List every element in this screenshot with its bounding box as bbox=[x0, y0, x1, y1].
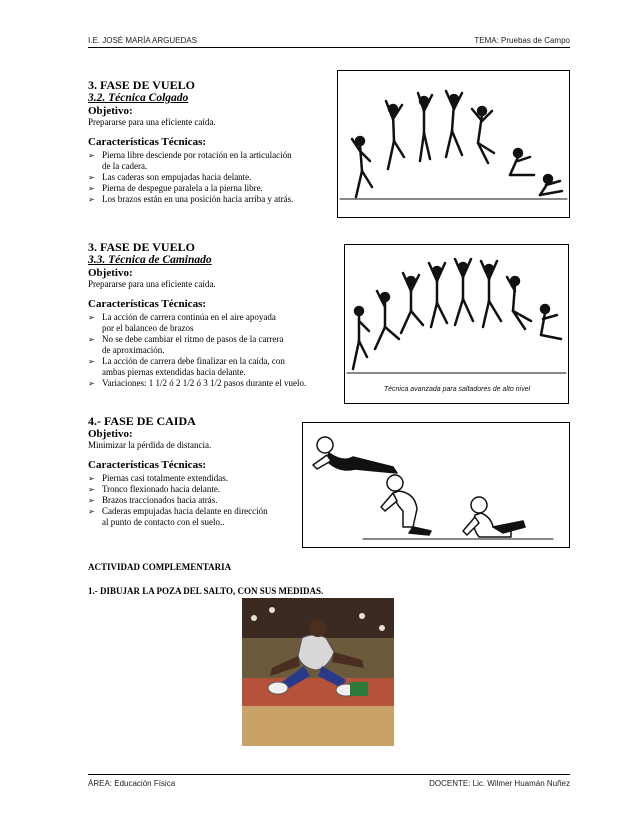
arrow-bullet-icon: ➢ bbox=[88, 496, 95, 505]
list-item: de aproximación. bbox=[102, 345, 165, 355]
list-item: ➢ Caderas empujadas hacia delante en dirección bbox=[88, 506, 268, 516]
features-list bbox=[88, 473, 268, 528]
arrow-bullet-icon: ➢ bbox=[88, 379, 95, 388]
jumper-sequence-image bbox=[338, 71, 569, 217]
section-fase-vuelo-caminado bbox=[88, 240, 306, 389]
list-item: ➢ Brazos traccionados hacia atrás. bbox=[88, 495, 218, 505]
list-item: ➢ No se debe cambiar el ritmo de pasos de la carrera bbox=[88, 334, 284, 344]
header-topic: TEMA: Pruebas de Campo bbox=[474, 36, 570, 45]
arrow-bullet-icon: ➢ bbox=[88, 357, 95, 366]
hitch-kick-illustration bbox=[344, 244, 569, 404]
page-header bbox=[88, 36, 570, 48]
arrow-bullet-icon: ➢ bbox=[88, 195, 95, 204]
objective-text: Minimizar la pérdida de distancia. bbox=[88, 440, 212, 450]
jumper-sequence-image bbox=[345, 245, 568, 403]
list-item: ambas piernas extendidas hacia delante. bbox=[102, 367, 246, 377]
list-item: al punto de contacto con el suelo.. bbox=[102, 517, 225, 527]
arrow-bullet-icon: ➢ bbox=[88, 151, 95, 160]
section-title: 4.- FASE DE CAIDA bbox=[88, 414, 196, 428]
image-caption: Técnica avanzada para saltadores de alto nivel bbox=[383, 386, 531, 393]
list-item: ➢ Pierna de despegue paralela a la pierna libre. bbox=[88, 183, 263, 193]
list-item: ➢ Los brazos están en una posición hacia arriba y atrás. bbox=[88, 194, 294, 204]
list-item: de la cadera. bbox=[102, 161, 148, 171]
activity-task: 1.- DIBUJAR LA POZA DEL SALTO, CON SUS MEDIDAS. bbox=[88, 586, 324, 596]
list-item: ➢ Tronco flexionado hacia delante. bbox=[88, 484, 221, 494]
section-fase-caida bbox=[88, 414, 268, 528]
arrow-bullet-icon: ➢ bbox=[88, 173, 95, 182]
list-item: ➢ Piernas casi totalmente extendidas. bbox=[88, 473, 228, 483]
list-item: ➢ Pierna libre desciende por rotación en la articulación bbox=[88, 150, 292, 160]
list-item: ➢ Las caderas son empujadas hacia delante. bbox=[88, 172, 252, 182]
list-item: ➢ La acción de carrera continúa en el aire apoyada bbox=[88, 312, 276, 322]
objective-text: Prepararse para una eficiente caída. bbox=[88, 117, 216, 127]
features-label: Características Técnicas: bbox=[88, 298, 207, 310]
activity-title: ACTIVIDAD COMPLEMENTARIA bbox=[88, 562, 232, 572]
objective-label: Objetivo: bbox=[88, 105, 133, 117]
long-jump-photo bbox=[242, 598, 394, 746]
landing-sequence-image bbox=[303, 423, 569, 547]
arrow-bullet-icon: ➢ bbox=[88, 474, 95, 483]
arrow-bullet-icon: ➢ bbox=[88, 485, 95, 494]
section-subtitle: 3.3. Técnica de Caminado bbox=[88, 254, 212, 266]
section-title: 3. FASE DE VUELO bbox=[88, 78, 195, 92]
features-label: Características Técnicas: bbox=[88, 459, 207, 471]
section-title: 3. FASE DE VUELO bbox=[88, 240, 195, 254]
arrow-bullet-icon: ➢ bbox=[88, 184, 95, 193]
list-item: ➢ La acción de carrera debe finalizar en la caída, con bbox=[88, 356, 285, 366]
arrow-bullet-icon: ➢ bbox=[88, 335, 95, 344]
list-item: ➢ Variaciones: 1 1/2 ó 2 1/2 ó 3 1/2 pasos durante el vuelo. bbox=[88, 378, 307, 388]
features-list bbox=[88, 312, 306, 389]
landing-illustration bbox=[302, 422, 570, 548]
page-footer bbox=[88, 774, 570, 789]
hang-technique-illustration bbox=[337, 70, 570, 218]
arrow-bullet-icon: ➢ bbox=[88, 507, 95, 516]
footer-area: ÁREA: Educación Física bbox=[88, 779, 176, 788]
objective-label: Objetivo: bbox=[88, 267, 133, 279]
features-list bbox=[88, 150, 293, 205]
footer-teacher: DOCENTE: Lic. Wilmer Huamán Nuñez bbox=[429, 779, 570, 788]
objective-label: Objetivo: bbox=[88, 428, 133, 440]
list-item: por el balanceo de brazos bbox=[102, 323, 194, 333]
athlete-photo-image bbox=[242, 598, 394, 746]
objective-text: Prepararse para una eficiente caída. bbox=[88, 279, 216, 289]
arrow-bullet-icon: ➢ bbox=[88, 313, 95, 322]
header-school: I.E. JOSÉ MARÍA ARGUEDAS bbox=[88, 36, 197, 45]
section-subtitle: 3.2. Técnica Colgado bbox=[88, 92, 189, 104]
features-label: Características Técnicas: bbox=[88, 136, 207, 148]
section-fase-vuelo-colgado bbox=[88, 78, 293, 205]
